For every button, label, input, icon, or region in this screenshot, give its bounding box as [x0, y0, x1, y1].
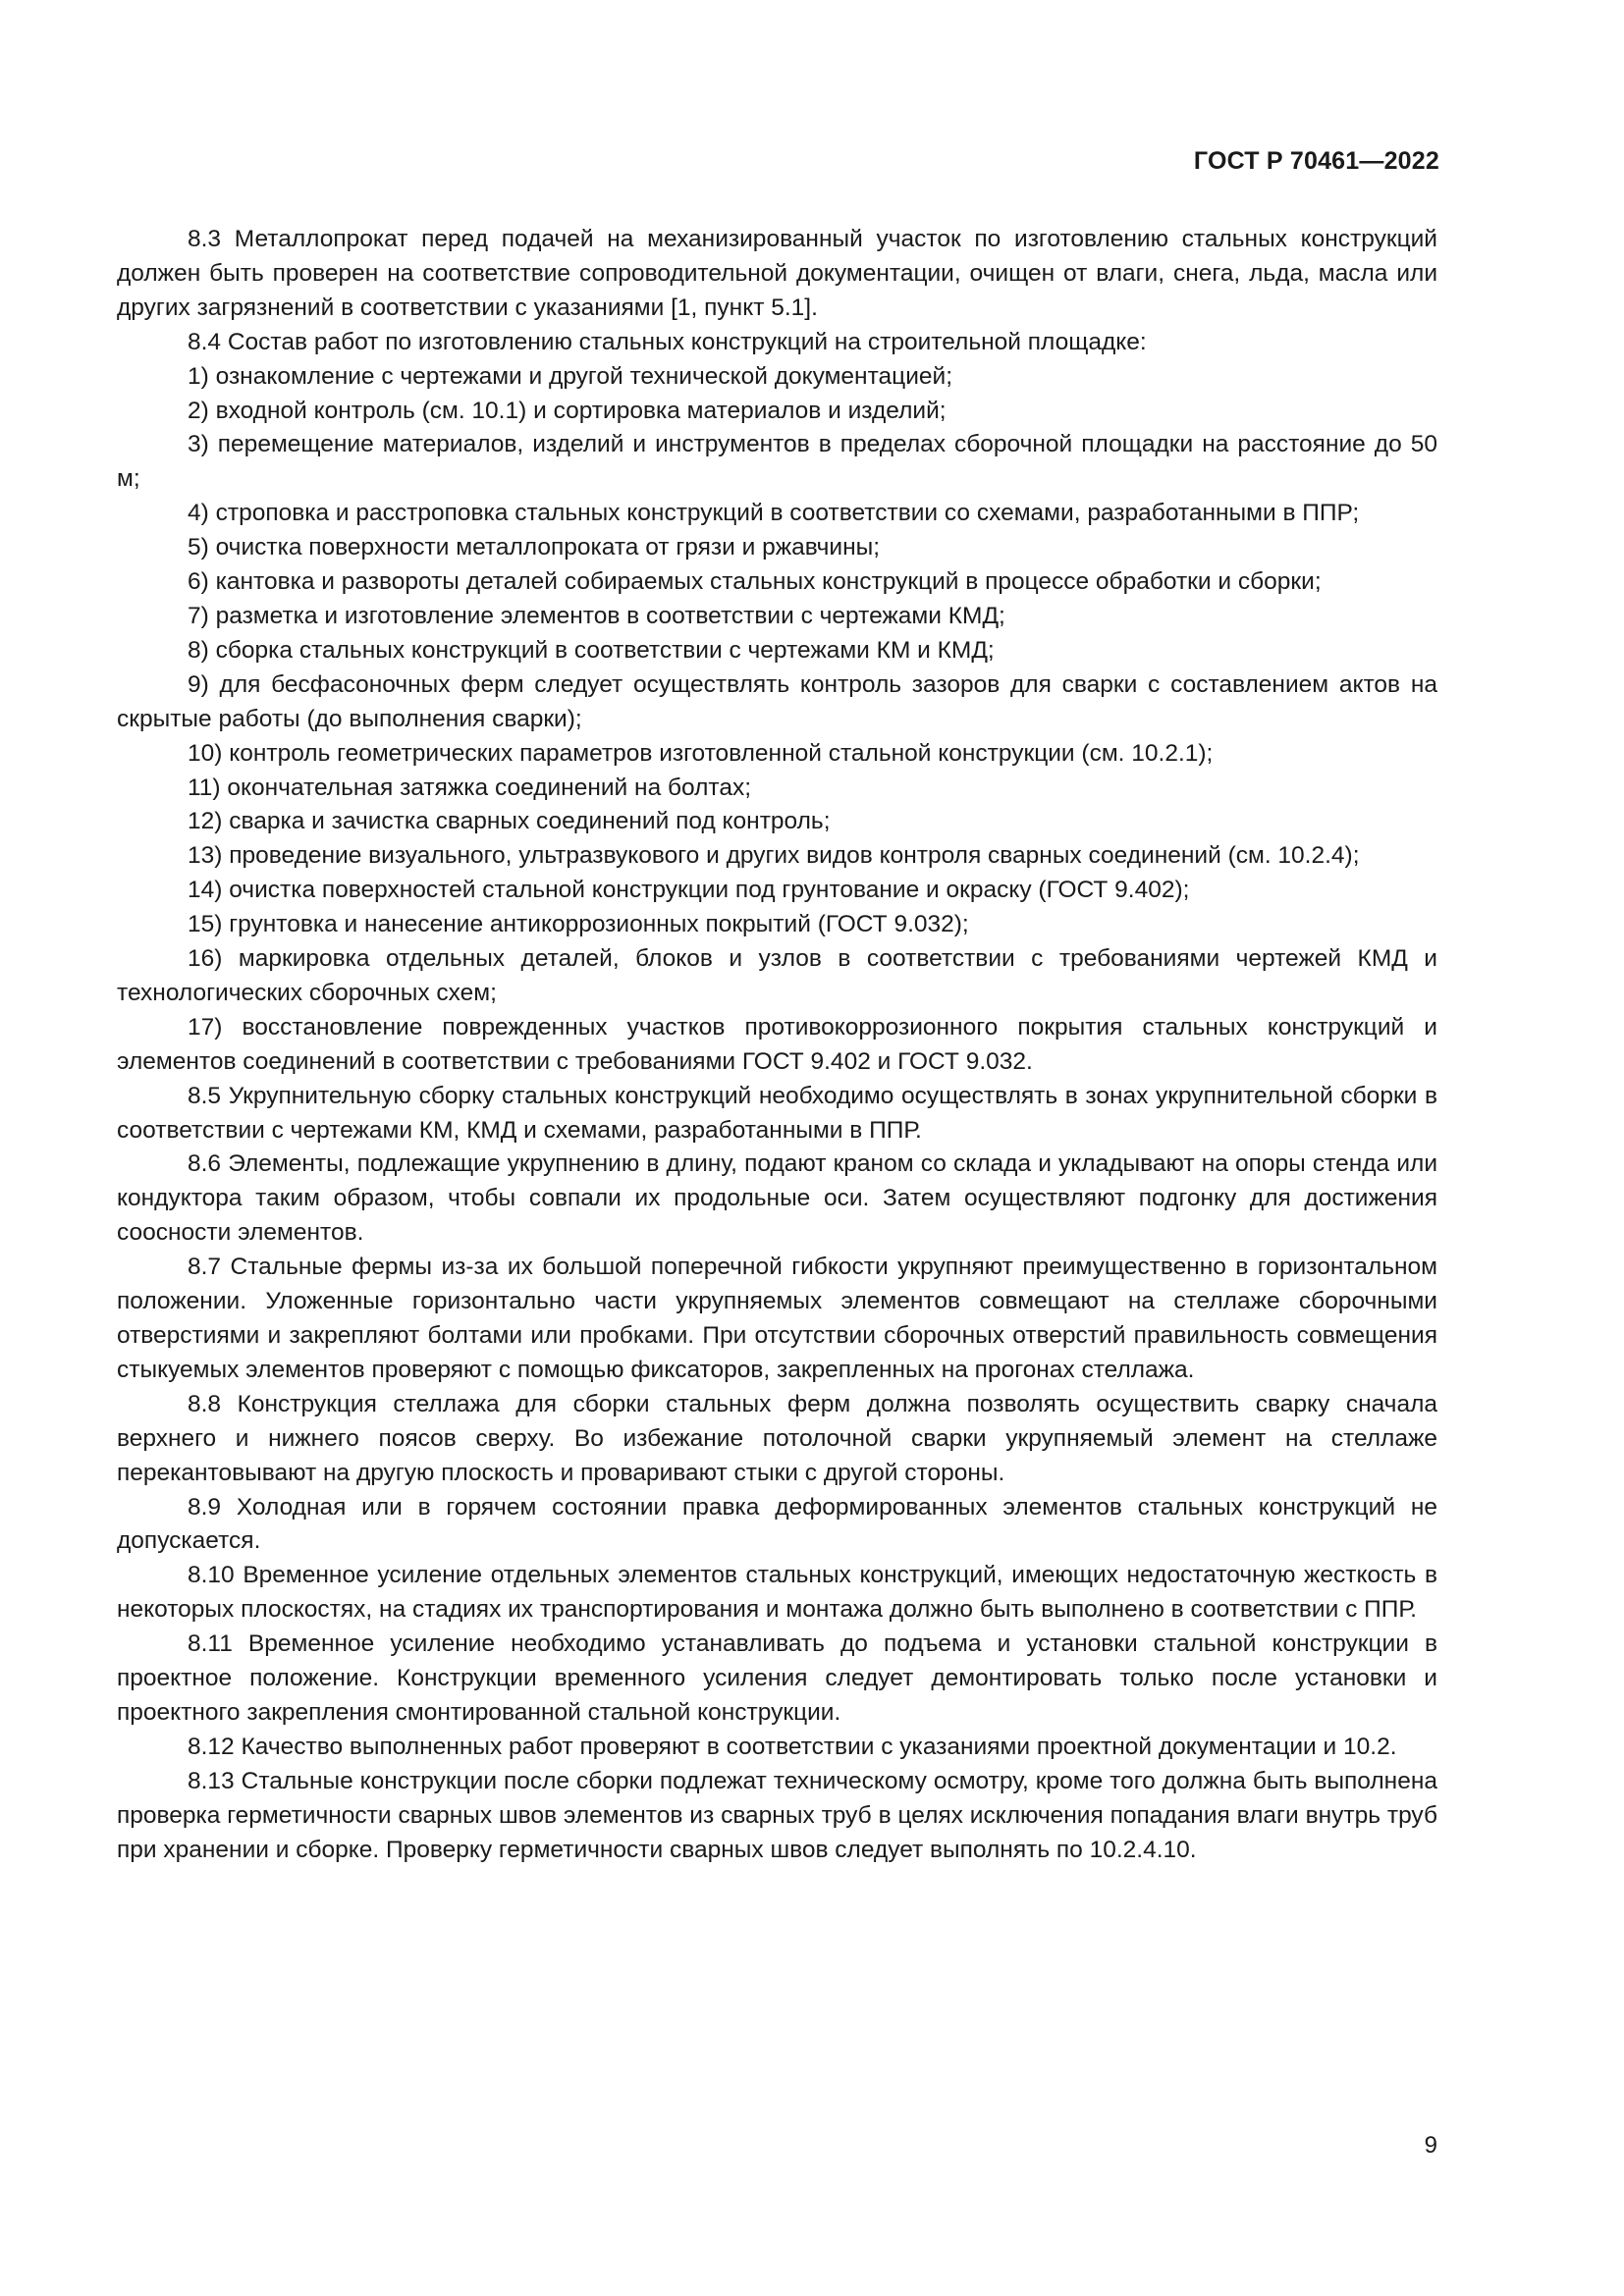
list-item-7: 7) разметка и изготовление элементов в соответствии с чертежами КМД;	[188, 602, 1005, 629]
list-item-14: 14) очистка поверхностей стальной конструкции под грунтование и окраску (ГОСТ 9.402);	[188, 877, 1190, 904]
paragraph-8-8: 8.8 Конструкция стеллажа для сборки стальных ферм должна позволять осуществить сварку сначала верхнего и нижнего поясов сверху. Во избежание потолочной сварки укрупняемый элемент на стеллаже перекантовывают на другую плоскость и проваривают стыки с другой стороны.	[117, 1390, 1437, 1486]
list-item-9: 9) для бесфасоночных ферм следует осуществлять контроль зазоров для сварки с составлением актов на скрытые работы (до выполнения сварки);	[117, 670, 1437, 732]
list-item-13: 13) проведение визуального, ультразвукового и других видов контроля сварных соединений (см. 10.2.4);	[188, 842, 1360, 870]
paragraph-8-9: 8.9 Холодная или в горячем состоянии правка деформированных элементов стальных конструкций не допускается.	[117, 1493, 1437, 1555]
paragraph-8-13: 8.13 Стальные конструкции после сборки подлежат техническому осмотру, кроме того должна быть выполнена проверка герметичности сварных швов элементов из сварных труб в целях исключения попадания влаги внутрь труб при хранении и сборке. Проверку герметичности сварных швов следует выполнять по 10.2.4.10.	[117, 1767, 1437, 1863]
list-item-1: 1) ознакомление с чертежами и другой технической документацией;	[188, 362, 952, 390]
list-item-12: 12) сварка и зачистка сварных соединений под контроль;	[188, 808, 831, 835]
paragraph-8-3: 8.3 Металлопрокат перед подачей на механизированный участок по изготовлению стальных конструкций должен быть проверен на соответствие сопроводительной документации, очищен от влаги, снега, льда, масла или других загрязнений в соответствии с указаниями [1, пункт 5.1].	[117, 226, 1437, 321]
paragraph-8-4: 8.4 Состав работ по изготовлению стальных конструкций на строительной площадке:	[188, 328, 1147, 355]
paragraph-8-6: 8.6 Элементы, подлежащие укрупнению в длину, подают краном со склада и укладывают на опоры стенда или кондуктора таким образом, чтобы совпали их продольные оси. Затем осуществляют подгонку для достижения соосности элементов.	[117, 1150, 1437, 1247]
paragraph-8-11: 8.11 Временное усиление необходимо устанавливать до подъема и установки стальной конструкции в проектное положение. Конструкции временного усиления следует демонтировать только после установки и проектного закрепления смонтированной стальной конструкции.	[117, 1630, 1437, 1726]
paragraph-8-5: 8.5 Укрупнительную сборку стальных конструкций необходимо осуществлять в зонах укрупнительной сборки в соответствии с чертежами КМ, КМД и схемами, разработанными в ППР.	[117, 1082, 1437, 1144]
list-item-8: 8) сборка стальных конструкций в соответствии с чертежами КМ и КМД;	[188, 636, 995, 664]
list-item-4: 4) строповка и расстроповка стальных конструкций в соответствии со схемами, разработанными в ППР;	[188, 500, 1360, 527]
list-item-3: 3) перемещение материалов, изделий и инструментов в пределах сборочной площадки на расстояние до 50 м;	[117, 431, 1437, 493]
document-code-header: ГОСТ Р 70461—2022	[1193, 147, 1439, 175]
list-item-11: 11) окончательная затяжка соединений на болтах;	[188, 774, 752, 801]
list-item-15: 15) грунтовка и нанесение антикоррозионных покрытий (ГОСТ 9.032);	[188, 911, 969, 938]
list-item-2: 2) входной контроль (см. 10.1) и сортировка материалов и изделий;	[188, 397, 947, 424]
document-body	[117, 223, 1437, 1868]
list-item-6: 6) кантовка и развороты деталей собираемых стальных конструкций в процессе обработки и сборки;	[188, 568, 1322, 596]
paragraph-8-10: 8.10 Временное усиление отдельных элементов стальных конструкций, имеющих недостаточную жесткость в некоторых плоскостях, на стадиях их транспортирования и монтажа должно быть выполнено в соответствии с ППР.	[117, 1562, 1437, 1624]
list-item-17: 17) восстановление поврежденных участков противокоррозионного покрытия стальных конструкций и элементов соединений в соответствии с требованиями ГОСТ 9.402 и ГОСТ 9.032.	[117, 1013, 1437, 1075]
paragraph-8-12: 8.12 Качество выполненных работ проверяют в соответствии с указаниями проектной документации и 10.2.	[188, 1733, 1397, 1760]
list-item-5: 5) очистка поверхности металлопроката от грязи и ржавчины;	[188, 534, 881, 561]
paragraph-8-7: 8.7 Стальные фермы из-за их большой поперечной гибкости укрупняют преимущественно в горизонтальном положении. Уложенные горизонтально части укрупняемых элементов совмещают на стеллаже сборочными отверстиями и закрепляют болтами или пробками. При отсутствии сборочных отверстий правильность совмещения стыкуемых элементов проверяют с помощью фиксаторов, закрепленных на прогонах стеллажа.	[117, 1254, 1437, 1383]
list-item-16: 16) маркировка отдельных деталей, блоков и узлов в соответствии с требованиями чертежей КМД и технологических сборочных схем;	[117, 945, 1437, 1006]
page-number: 9	[1424, 2132, 1437, 2159]
list-item-10: 10) контроль геометрических параметров изготовленной стальной конструкции (см. 10.2.1);	[188, 739, 1214, 767]
